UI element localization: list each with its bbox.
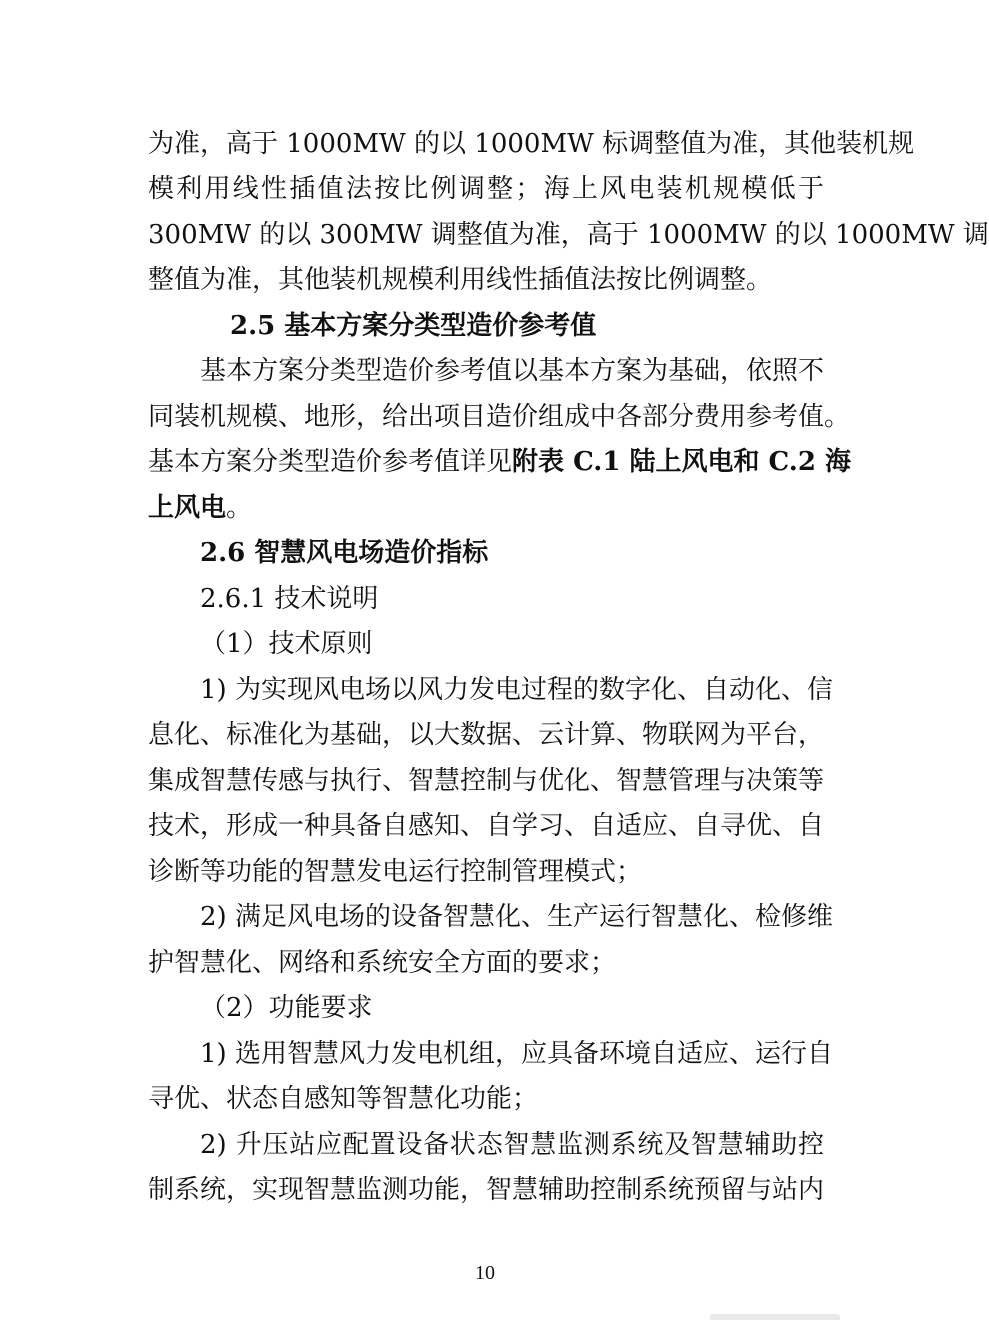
paragraph-text: 基本方案分类型造价参考值详见 — [148, 447, 513, 477]
item-heading-functional-requirements: （2）功能要求 — [200, 993, 373, 1023]
paragraph-line: 2) 升压站应配置设备状态智慧监测系统及智慧辅助控 — [200, 1130, 824, 1160]
paragraph-line: 集成智慧传感与执行、智慧控制与优化、智慧管理与决策等 — [148, 766, 825, 796]
paragraph-line: 基本方案分类型造价参考值以基本方案为基础，依照不 — [200, 356, 825, 386]
paragraph-line: 2) 满足风电场的设备智慧化、生产运行智慧化、检修维 — [200, 902, 833, 932]
paragraph-line: 整值为准，其他装机规模利用线性插值法按比例调整。 — [148, 265, 773, 295]
paragraph-text: 。 — [226, 493, 253, 523]
paragraph-line — [148, 439, 851, 485]
paragraph-line: 为准，高于 1000MW 的以 1000MW 标调整值为准，其他装机规 — [148, 129, 915, 159]
item-heading-technical-principles: （1）技术原则 — [200, 629, 373, 659]
appendix-reference: 附表 C.1 陆上风电和 C.2 海 — [512, 447, 851, 477]
appendix-reference: 上风电 — [148, 493, 227, 523]
paragraph-line: 诊断等功能的智慧发电运行控制管理模式； — [148, 857, 643, 887]
paragraph-line: 1) 选用智慧风力发电机组，应具备环境自适应、运行自 — [200, 1039, 833, 1069]
paragraph-line: 息化、标准化为基础，以大数据、云计算、物联网为平台， — [148, 720, 825, 750]
paragraph-line — [148, 485, 824, 531]
section-heading-2-5: 2.5 基本方案分类型造价参考值 — [230, 311, 597, 341]
corner-watermark — [710, 1314, 840, 1320]
page-number: 10 — [475, 1262, 495, 1284]
paragraph-line: 制系统，实现智慧监测功能，智慧辅助控制系统预留与站内 — [148, 1175, 825, 1205]
paragraph-line: 寻优、状态自感知等智慧化功能； — [148, 1084, 539, 1114]
section-heading-2-6: 2.6 智慧风电场造价指标 — [200, 538, 489, 568]
subsection-heading-2-6-1: 2.6.1 技术说明 — [200, 584, 379, 614]
paragraph-line: 同装机规模、地形，给出项目造价组成中各部分费用参考值。 — [148, 402, 851, 432]
paragraph-line: 1) 为实现风电场以风力发电过程的数字化、自动化、信 — [200, 675, 833, 705]
paragraph-line: 护智慧化、网络和系统安全方面的要求； — [148, 948, 617, 978]
paragraph-line: 技术，形成一种具备自感知、自学习、自适应、自寻优、自 — [148, 811, 825, 841]
paragraph-line: 300MW 的以 300MW 调整值为准，高于 1000MW 的以 1000MW 调 — [148, 220, 989, 250]
paragraph-line: 模利用线性插值法按比例调整；海上风电装机规模低于 — [148, 174, 824, 204]
